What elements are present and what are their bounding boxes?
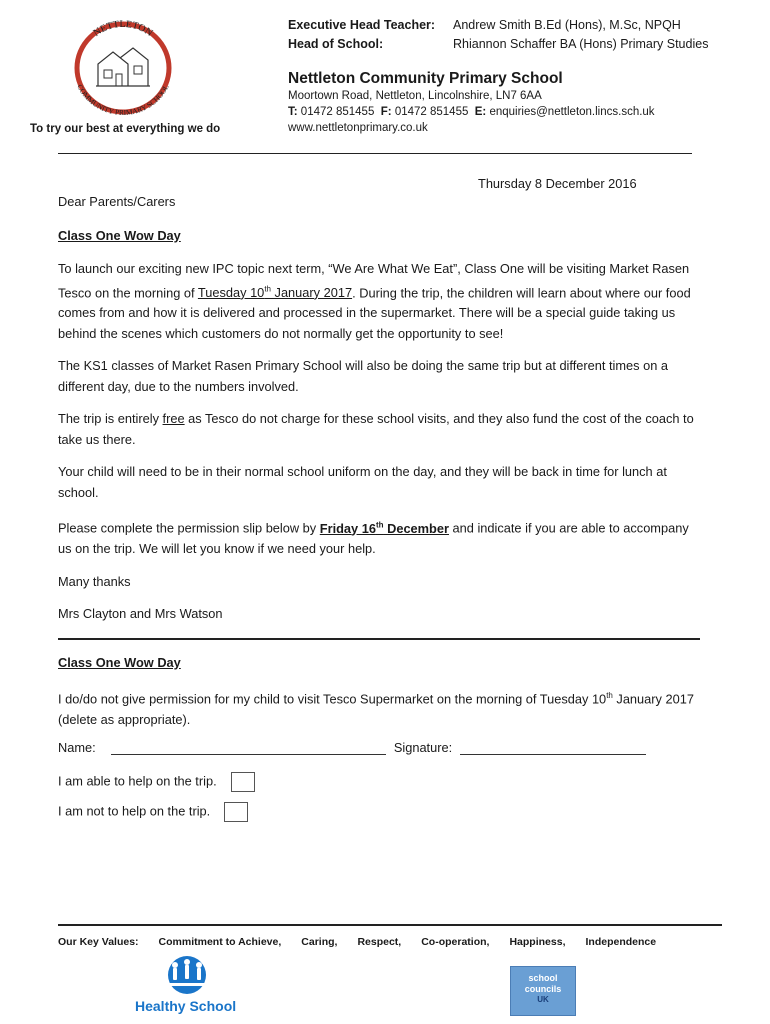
- footer-divider: [58, 924, 722, 926]
- school-councils-logo: [510, 966, 576, 1016]
- signoff: Mrs Clayton and Mrs Watson: [58, 606, 223, 622]
- trip-date: Tuesday 10th January 2017: [197, 284, 353, 300]
- healthy-school-text: Healthy School: [135, 998, 237, 1014]
- help-yes-checkbox[interactable]: [231, 772, 255, 792]
- name-field[interactable]: [111, 740, 386, 755]
- exec-head-name: Andrew Smith B.Ed (Hons), M.Sc, NPQH: [453, 18, 681, 32]
- school-motto: To try our best at everything we do: [30, 123, 221, 135]
- name-row: [58, 740, 646, 755]
- letter-date: Thursday 8 December 2016: [478, 176, 637, 191]
- signature-field[interactable]: [460, 740, 646, 755]
- school-name: Nettleton Community Primary School: [288, 70, 563, 87]
- paragraph-cost: The trip is entirely free as Tesco do not charge for these school visits, and they also fund the cost of the coach to take us there.: [58, 411, 694, 447]
- key-values-label: Our Key Values:: [58, 936, 139, 948]
- help-no-checkbox[interactable]: [224, 802, 248, 822]
- paragraph-uniform: Your child will need to be in their normal school uniform on the day, and they will be back in time for lunch at school.: [58, 464, 667, 500]
- key-values: [58, 936, 718, 948]
- tel-number: 01472 851455: [300, 106, 375, 118]
- head-label: Head of School:: [288, 37, 384, 51]
- contact-row: [288, 106, 655, 118]
- letter-body: [58, 259, 698, 625]
- help-no-row: [58, 802, 248, 822]
- head-of-school-row: [288, 37, 708, 51]
- svg-text:NETTLETON: NETTLETON: [91, 18, 155, 39]
- deadline-date: Friday 16th December: [319, 520, 449, 536]
- value-caring: Caring,: [301, 936, 338, 948]
- free-word: free: [162, 411, 185, 427]
- school-logo: [58, 14, 188, 122]
- head-name: Rhiannon Schaffer BA (Hons) Primary Studies: [453, 37, 709, 51]
- slip-heading: Class One Wow Day: [58, 655, 181, 670]
- help-yes-label: I am able to help on the trip.: [58, 773, 217, 789]
- exec-head-row: [288, 18, 681, 32]
- letter-heading: Class One Wow Day: [58, 228, 181, 243]
- slip-permission: I do/do not give permission for my child to visit Tesco Supermarket on the morning of Tuesday 10th January 2017 (delete as appropriate).: [58, 691, 694, 727]
- paragraph-deadline: Please complete the permission slip below by Friday 16th December and indicate if you are able to accompany us on the trip. We will let you know if we need your help.: [58, 520, 689, 557]
- email-label: E:: [474, 106, 487, 118]
- exec-head-label: Executive Head Teacher:: [288, 18, 436, 32]
- closing: Many thanks: [58, 573, 131, 589]
- paragraph-ks1: The KS1 classes of Market Rasen Primary School will also be doing the same trip but at different times on a different day, due to the numbers involved.: [58, 358, 669, 394]
- councils-text-1: school: [528, 973, 558, 983]
- website[interactable]: www.nettletonprimary.co.uk: [288, 122, 428, 134]
- councils-text-3: UK: [537, 995, 549, 1004]
- slip-divider: [58, 638, 700, 640]
- value-independence: Independence: [585, 936, 657, 948]
- tel-label: T:: [288, 106, 298, 118]
- name-label: Name:: [58, 740, 96, 755]
- help-yes-row: [58, 772, 255, 792]
- header-divider: [58, 153, 692, 154]
- healthy-school-icon: [135, 953, 245, 995]
- fax-label: F:: [380, 106, 392, 118]
- paragraph-intro: To launch our exciting new IPC topic next term, “We Are What We Eat”, Class One will be visiting Market Rasen Tesco on the morning of Tuesday 10th January 2017. During the trip, the children will learn about where our food comes from and how it is delivered and processed in the supermarket. There will be a special guide taking us behind the scenes which customers do not normally get the opportunity to see!: [58, 261, 691, 341]
- councils-text-2: councils: [524, 984, 562, 994]
- svg-text:COMMUNITY PRIMARY SCHOOL: COMMUNITY PRIMARY SCHOOL: [75, 82, 171, 118]
- healthy-school-logo: [135, 953, 245, 1013]
- help-no-label: I am not to help on the trip.: [58, 803, 211, 819]
- signature-label: Signature:: [393, 740, 453, 755]
- value-respect: Respect,: [357, 936, 402, 948]
- email-address[interactable]: enquiries@nettleton.lincs.sch.uk: [489, 106, 655, 118]
- value-cooperation: Co-operation,: [421, 936, 490, 948]
- salutation: Dear Parents/Carers: [58, 194, 176, 209]
- fax-number: 01472 851455: [394, 106, 469, 118]
- value-happiness: Happiness,: [509, 936, 566, 948]
- value-commitment: Commitment to Achieve,: [158, 936, 282, 948]
- school-address: Moortown Road, Nettleton, Lincolnshire, LN7 6AA: [288, 90, 542, 102]
